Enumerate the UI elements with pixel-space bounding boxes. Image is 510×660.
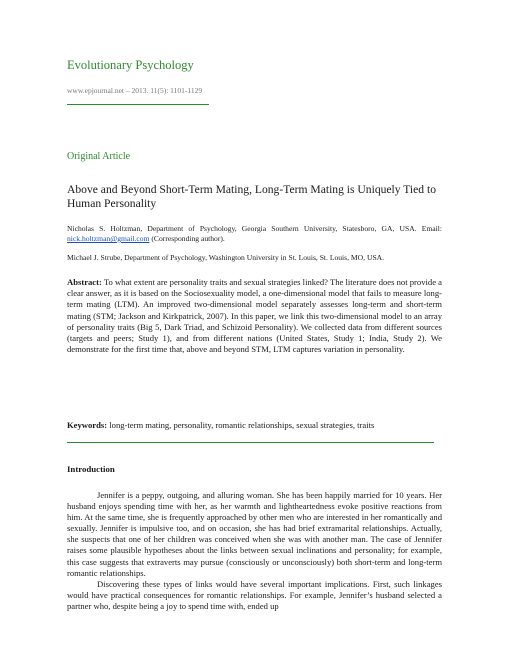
journal-citation: www.epjournal.net – 2013. 11(5): 1101-1129 (67, 86, 203, 95)
author-email-link[interactable]: nick.holtzman@gmail.com (67, 234, 150, 243)
article-type-label: Original Article (67, 151, 131, 162)
header-divider (67, 104, 209, 105)
abstract-divider (67, 442, 434, 443)
author-1-text: Nicholas S. Holtzman, Department of Psychology, Georgia Southern University, Statesboro, GA, USA. Email: (67, 224, 442, 233)
author-2-affiliation: Michael J. Strube, Department of Psychology, Washington University in St. Louis, St. Louis, MO, USA. (67, 253, 385, 262)
keywords-text: long-term mating, personality, romantic relationships, sexual strategies, traits (107, 420, 375, 430)
abstract-label: Abstract: (67, 277, 102, 287)
journal-name: Evolutionary Psychology (67, 58, 194, 72)
abstract-text: To what extent are personality traits and sexual strategies linked? The literature does not provide a clear answer, as it is based on the Sociosexuality model, a one-dimensional model that fails to measure long-term mating (LTM). An improved two-dimensional model separately assesses long-term and short-term mating (STM; Jackson and Kirkpatrick, 2007). In this paper, we link this two-dimensional model to an array of personality traits (Big 5, Dark Triad, and Schizoid Personality). We collected data from different sources (targets and peers; Study 1), and from different nations (United States, Study 1; India, Study 2). We demonstrate for the first time that, above and beyond STM, LTM captures variation in personality. (67, 277, 442, 355)
paragraph: Discovering these types of links would have several important implications. First, such linkages would have practical consequences for romantic relationships. For example, Jennifer’s husband selected a partner who, despite being a joy to spend time with, ended up (67, 578, 442, 611)
author-1-note: (Corresponding author). (149, 234, 225, 243)
article-title: Above and Beyond Short-Term Mating, Long-Term Mating is Uniquely Tied to Human Personality (67, 183, 437, 210)
introduction-body (67, 490, 442, 612)
keywords (67, 420, 442, 431)
abstract (67, 277, 442, 355)
paragraph: Jennifer is a peppy, outgoing, and alluring woman. She has been happily married for 10 years. Her husband enjoys spending time with her, as her warmth and lightheartedness evoke positive reactions from him. At the same time, she is frequently approached by other men who are interested in her romantically and sexually. Jennifer is impulsive too, and on occasion, she has had brief extramarital relationships. Actually, she suspects that one of her children was conceived when she was with another man. The case of Jennifer raises some plausible hypotheses about the links between sexual inclinations and personality; for example, this case suggests that extraverts may pursue (consciously or unconsciously) both short-term and long-term romantic relationships. (67, 490, 442, 578)
author-1-affiliation (67, 224, 442, 244)
section-heading-introduction: Introduction (67, 464, 115, 474)
keywords-label: Keywords: (67, 420, 108, 430)
